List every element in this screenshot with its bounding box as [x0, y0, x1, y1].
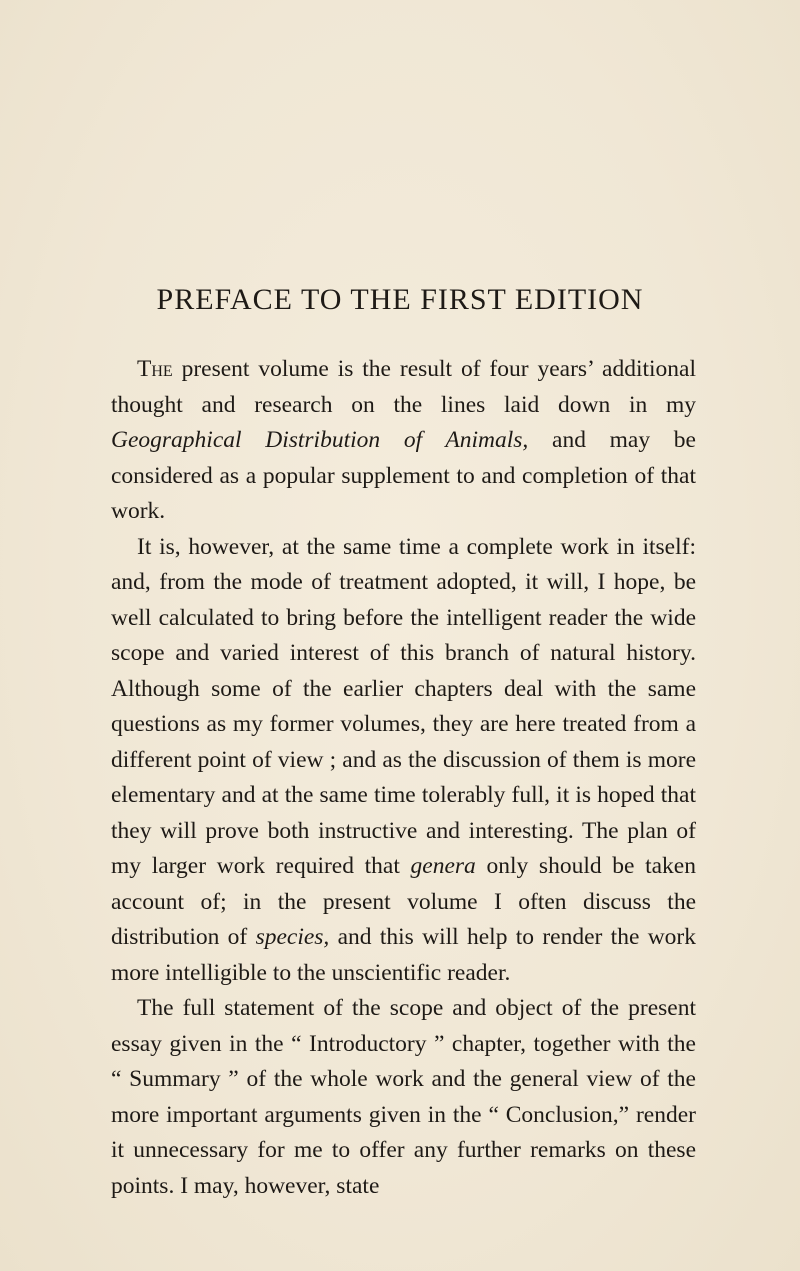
page-title: PREFACE TO THE FIRST EDITION	[156, 283, 644, 316]
preface-body	[111, 352, 696, 1204]
paragraph-text: It is, however, at the same time a complete work in itself: and, from the mode of treatment adopted, it will, I hope, be well calculated to bring before the intelligent reader the wide scope and varied interest of this branch of natural history. Although some of the earlier chapters deal with the same questions as my former volumes, they are here treated from a different point of view ; and as the discussion of them is more elementary and at the same time tolerably full, it is hoped that they will prove both instructive and interesting. The plan of my larger work required that	[111, 533, 696, 879]
paragraph-2	[111, 530, 696, 992]
paragraph-3	[111, 991, 696, 1204]
paragraph-lead: The	[137, 356, 173, 382]
paragraph-text: only should be taken account of; in the present volume I often discuss the distribution of	[111, 853, 696, 950]
book-title-italic: Geographical Distribution of Animals,	[111, 427, 529, 453]
italic-term-species: species,	[255, 924, 330, 950]
paragraph-text: present volume is the result of four years’ additional thought and research on the lines laid down in my	[111, 356, 696, 418]
paragraph-1	[111, 352, 696, 530]
paragraph-text: The full statement of the scope and object of the present essay given in the “ Introductory ” chapter, together with the “ Summary ” of the whole work and the general view of the more important arguments given in the “ Conclusion,” render it unnecessary for me to offer any further remarks on these points. I may, however, state	[111, 995, 696, 1199]
italic-term-genera: genera	[410, 853, 476, 879]
paragraph-text: and this will help to render the work more intelligible to the unscientific reader.	[111, 924, 696, 986]
paragraph-text: and may be considered as a popular supplement to and completion of that work.	[111, 427, 696, 524]
